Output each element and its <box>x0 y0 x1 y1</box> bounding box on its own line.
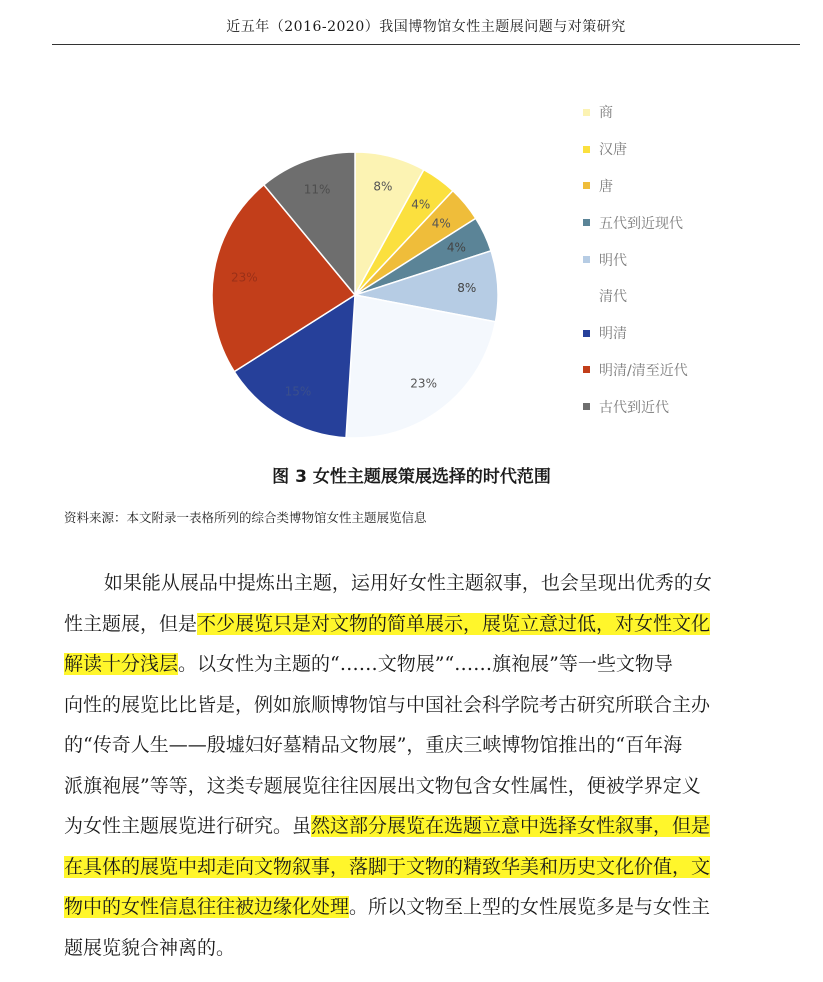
highlighted-text: 不少展览只是对文物的简单展示，展览立意过低，对女性文化 <box>197 612 711 635</box>
pie-label-3: 4% <box>446 240 466 255</box>
legend-label: 唐 <box>599 178 613 195</box>
legend-swatch <box>583 146 590 153</box>
legend-item <box>583 168 688 205</box>
text-run: 性主题展，但是 <box>64 612 198 635</box>
chart-legend <box>583 94 688 425</box>
legend-label: 明清/清至近代 <box>599 362 688 379</box>
text-run: 的“传奇人生——殷墟妇好墓精品文物展”，重庆三峡博物馆推出的“百年海 <box>64 734 683 756</box>
legend-swatch <box>583 256 590 263</box>
text-line <box>64 725 780 766</box>
pie-label-8: 11% <box>303 182 331 197</box>
legend-item <box>583 315 688 352</box>
pie-label-7: 23% <box>231 270 258 285</box>
legend-swatch <box>583 109 590 116</box>
highlighted-text: 在具体的展览中却走向文物叙事，落脚于文物的精致华美和历史文化价值，文 <box>64 855 711 878</box>
text-run: 。以女性为主题的“……文物展”“……旗袍展”等一些文物导 <box>178 653 673 675</box>
pie-chart <box>200 140 510 450</box>
legend-swatch <box>583 330 590 337</box>
highlighted-text: 解读十分浅层 <box>64 653 179 675</box>
pie-label-4: 8% <box>457 280 477 295</box>
text-line <box>64 685 780 726</box>
legend-label: 商 <box>599 105 613 122</box>
pie-label-1: 4% <box>411 197 431 212</box>
legend-item <box>583 204 688 241</box>
text-line <box>64 928 780 969</box>
pie-label-6: 15% <box>284 384 312 399</box>
highlighted-text: 然这部分展览在选题立意中选择女性叙事，但是 <box>311 815 711 837</box>
legend-item <box>583 388 688 425</box>
body-paragraph <box>64 563 780 968</box>
legend-item <box>583 352 688 389</box>
legend-swatch <box>583 403 590 410</box>
header-rule <box>52 44 800 45</box>
text-run: 向性的展览比比皆是，例如旅顺博物馆与中国社会科学院考古研究所联合主办 <box>64 693 711 716</box>
pie-label-0: 8% <box>373 179 393 194</box>
legend-item <box>583 278 688 315</box>
text-run: 为女性主题展览进行研究。虽 <box>64 815 312 837</box>
text-line <box>64 766 780 807</box>
legend-label: 清代 <box>599 289 627 306</box>
legend-swatch <box>583 366 590 373</box>
legend-swatch <box>583 182 590 189</box>
legend-item <box>583 241 688 278</box>
pie-label-2: 4% <box>431 216 451 231</box>
text-run: 。所以文物至上型的女性展览多是与女性主 <box>349 896 711 918</box>
legend-label: 明代 <box>599 252 627 269</box>
text-line <box>64 806 780 847</box>
text-run: 如果能从展品中提炼出主题，运用好女性主题叙事，也会呈现出优秀的女 <box>103 572 712 594</box>
text-line <box>64 887 780 928</box>
legend-item <box>583 94 688 131</box>
highlighted-text: 物中的女性信息往往被边缘化处理 <box>64 896 350 918</box>
text-run: 派旗袍展”等等，这类专题展览往往因展出文物包含女性属性，便被学界定义 <box>64 774 701 797</box>
figure-caption: 图 3 女性主题展策展选择的时代范围 <box>272 467 551 487</box>
legend-label: 明清 <box>599 326 627 343</box>
text-line <box>64 563 780 604</box>
legend-swatch <box>583 293 590 300</box>
text-line <box>64 644 780 685</box>
legend-label: 古代到近代 <box>599 399 669 416</box>
legend-item <box>583 131 688 168</box>
figure-source-note: 资料来源：本文附录一表格所列的综合类博物馆女性主题展览信息 <box>64 510 427 525</box>
text-run: 题展览貌合神离的。 <box>64 936 236 959</box>
running-header: 近五年（2016-2020）我国博物馆女性主题展问题与对策研究 <box>226 19 626 35</box>
pie-label-5: 23% <box>410 376 437 391</box>
legend-swatch <box>583 219 590 226</box>
text-line <box>64 847 780 888</box>
legend-label: 汉唐 <box>599 142 627 159</box>
legend-label: 五代到近现代 <box>599 215 683 232</box>
text-line <box>64 604 780 645</box>
